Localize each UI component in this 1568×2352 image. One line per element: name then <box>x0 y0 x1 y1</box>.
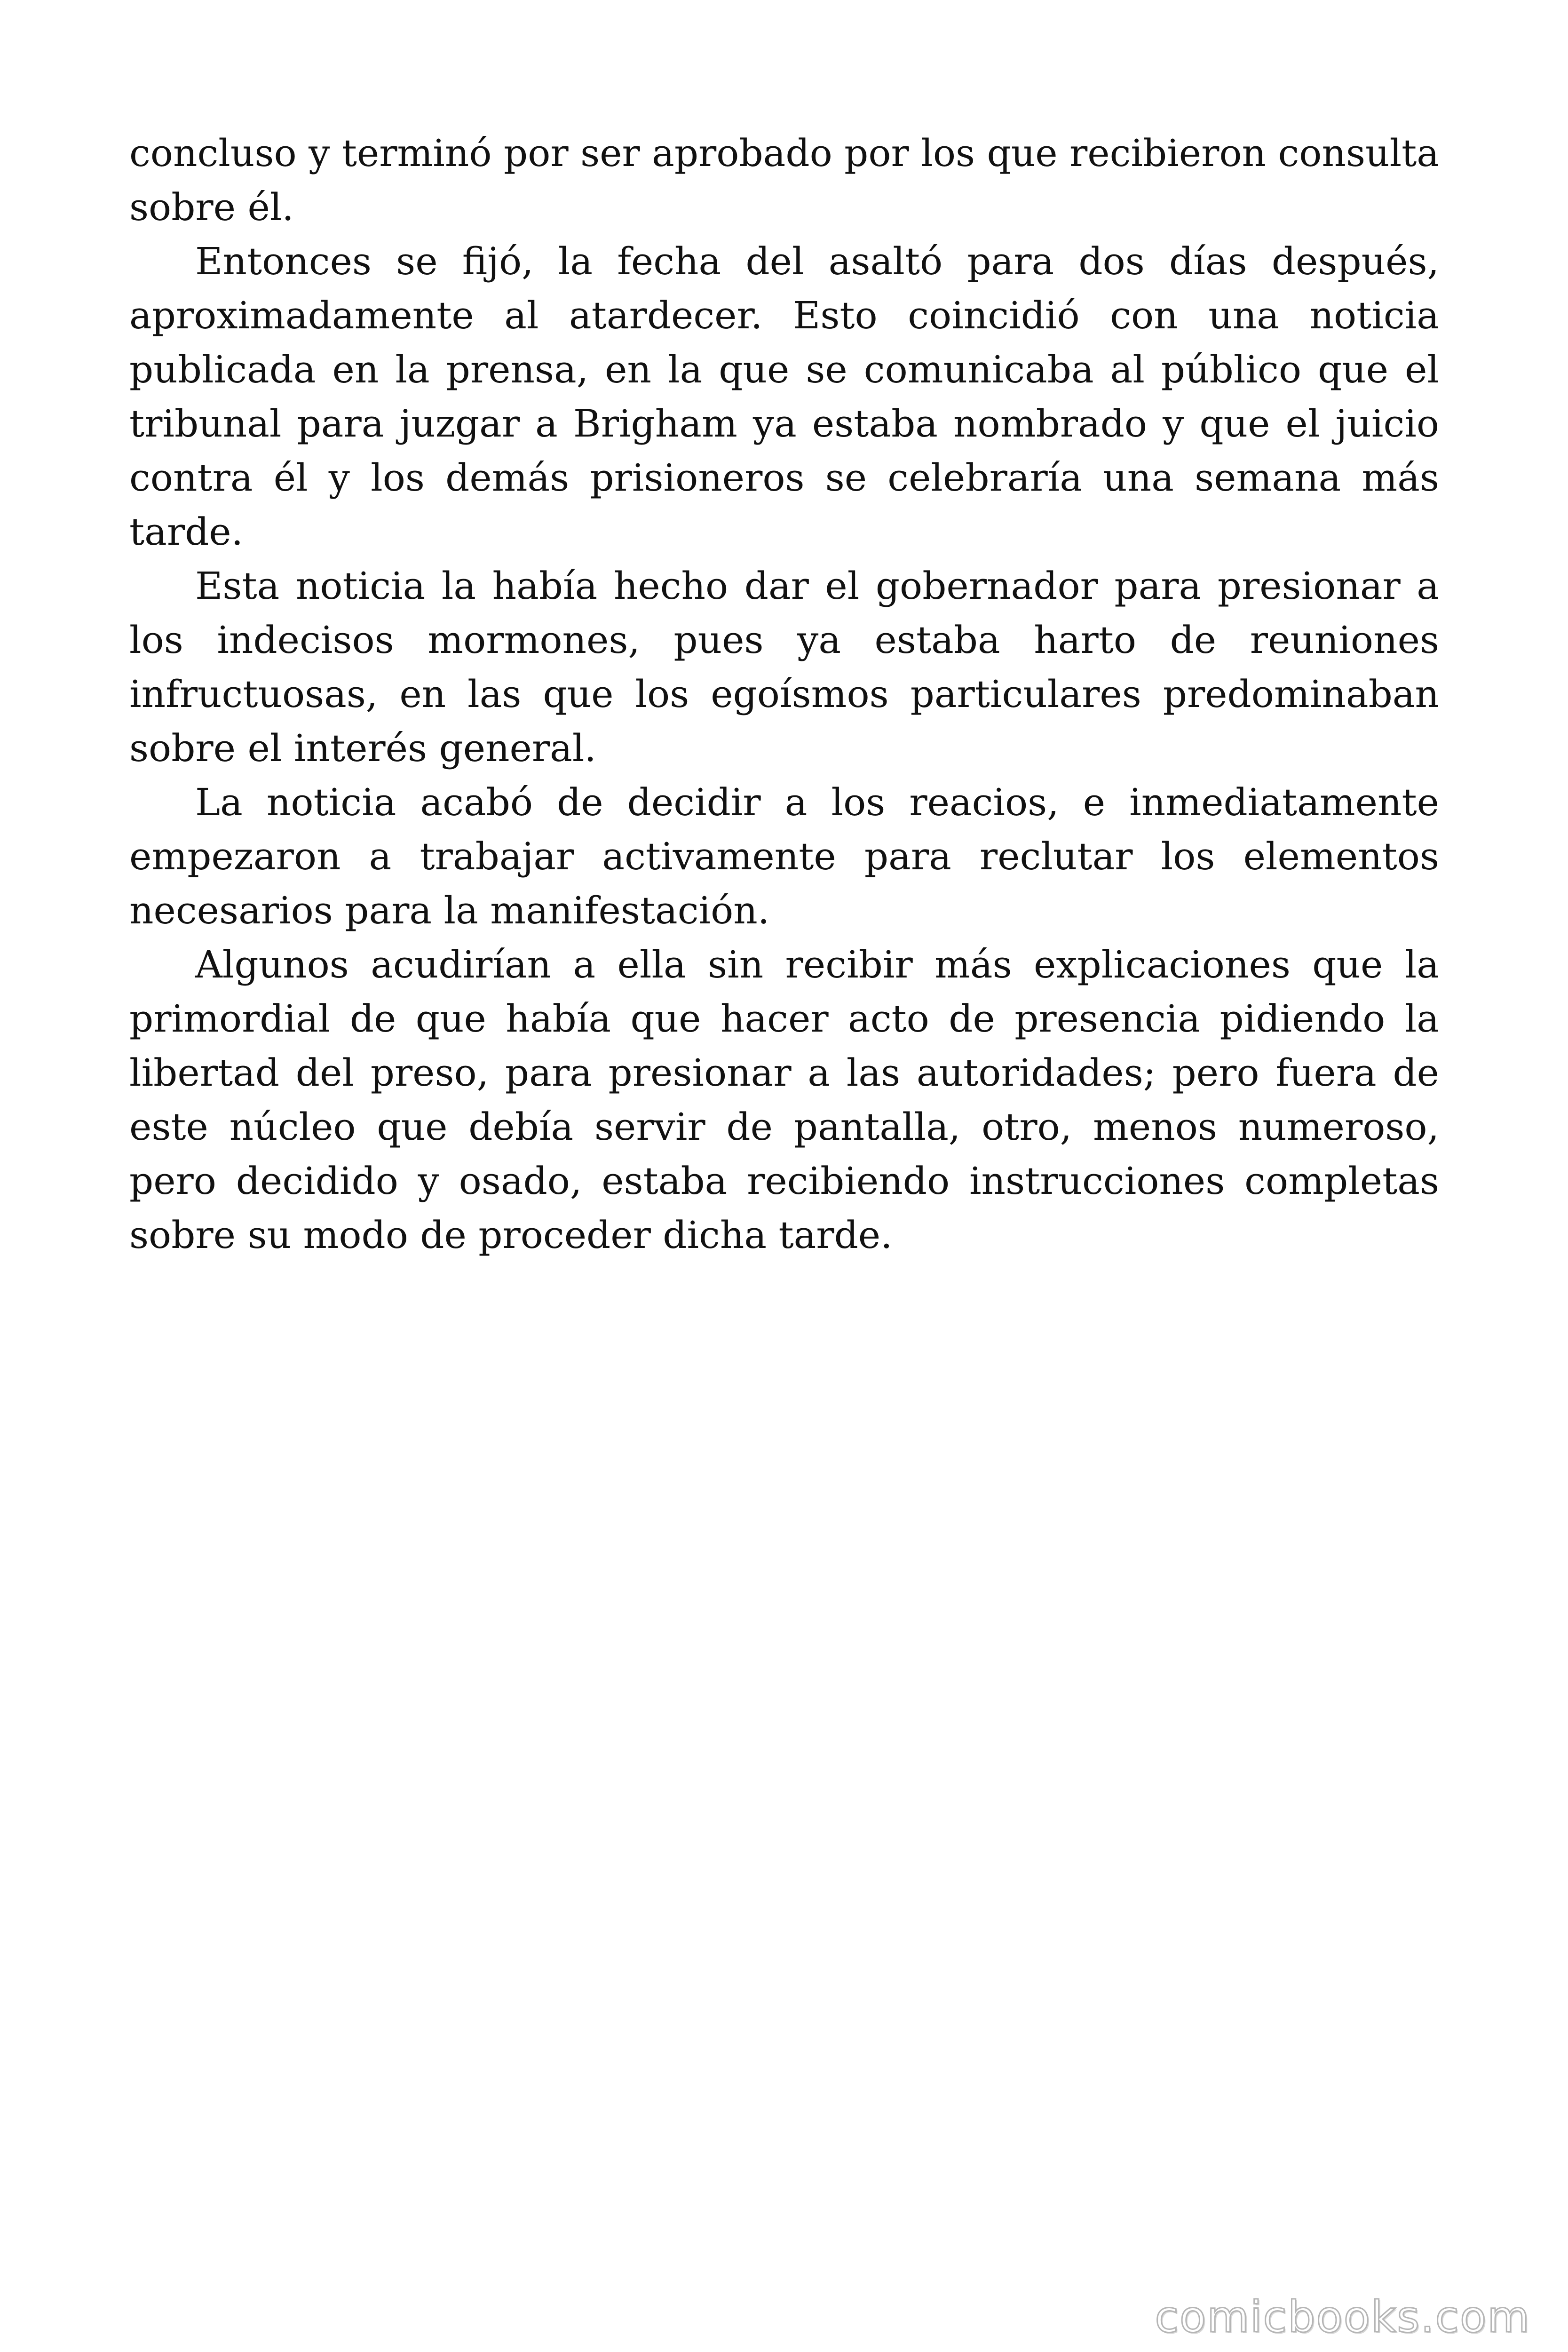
page-body <box>129 126 1439 1262</box>
paragraph-1: concluso y terminó por ser aprobado por los que recibieron consulta sobre él. <box>129 131 1439 229</box>
paragraph-2: Entonces se fijó, la fecha del asaltó para dos días después, aproximadamente al atardecer. Esto coincidió con una noticia publicada en la prensa, en la que se comunicaba al público que el tribunal para juzgar a Brigham ya estaba nombrado y que el juicio contra él y los demás prisioneros se celebraría una semana más tarde. <box>129 239 1439 554</box>
paragraph-3: Esta noticia la había hecho dar el gobernador para presionar a los indecisos mormones, pues ya estaba harto de reuniones infructuosas, en las que los egoísmos particulares predominaban sobre el interés general. <box>129 564 1439 770</box>
site-watermark: comicbooks.com <box>1155 2292 1530 2342</box>
paragraph-4: La noticia acabó de decidir a los reacios, e inmediatamente empezaron a trabajar activamente para reclutar los elementos necesarios para la manifestación. <box>129 780 1439 932</box>
paragraph-5: Algunos acudirían a ella sin recibir más explicaciones que la primordial de que había que hacer acto de presencia pidiendo la libertad del preso, para presionar a las autoridades; pero fuera de este núcleo que debía servir de pantalla, otro, menos numeroso, pero decidido y osado, estaba recibiendo instrucciones completas sobre su modo de proceder dicha tarde. <box>129 943 1439 1257</box>
